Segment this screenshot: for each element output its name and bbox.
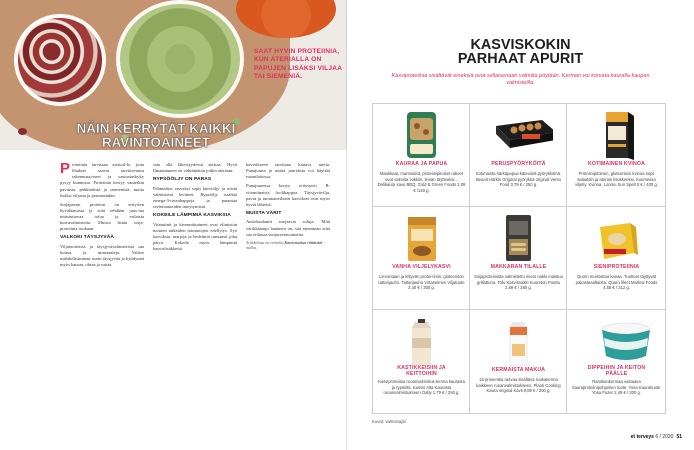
product-card [373,104,470,207]
quorn-box-icon [590,213,643,263]
product-description: Ranskankermaa vastaava kauraproteiinipohjainen tuote. Yosa Kaurahuote Yosa Fazer 2,49 € / 200 g. [572,379,661,396]
product-name: KOTIMAINEN KVINOA [587,161,646,167]
magazine-brand: et terveys [630,434,654,440]
product-description: Kotimaista härkäpapua käteviinä pyörykköinä. Beanit Härkis Original pyörykkä original Verso Food 3,79 € / 250 g. [475,171,562,188]
article-title [36,122,276,150]
paragraph: Viljatuotteista ja täysjyvävalmisteista saa kuitua ja mineraaleja. Valitse mahdollisimman usein täysjyvää ja hyödynnä myös kauraa, ohraa ja ruista. [60,243,144,268]
page-folio [631,434,682,440]
photo-credit: Kuvat: valmistajat [372,419,406,424]
body-column-2 [153,162,237,440]
right-page [347,0,694,450]
article-title-line: NÄIN KERRYTÄT KAIKKI [76,121,236,136]
product-description: Maukkaat, marinoidut, proteiinipitoiset rakeet ovat valmiita vokkiin, leivän täytteeksi... Delikaura savu BBQ, Gold & Green Foods 2,09 € /120 g. [377,171,466,194]
product-name: SIENIPROTEIINIA [593,264,640,270]
product-name: VANHA VILJELYKASVI [392,264,451,270]
tempeh-pack-icon [395,110,448,160]
section-title [347,38,694,67]
product-card [470,310,567,413]
harkis-tray-icon [484,110,553,160]
product-name: PERUSPYÖRYKÖITÄ [491,161,546,167]
product-card [470,104,567,207]
product-description: 15 prosenttia rasvaa sisältävä ruokakerma kaikkeen ruoanvalmistukseen. Planti Cooking Kaura original Kavli 0,89 € / 200 g. [476,377,561,394]
kidney-bean-bowl [14,14,106,106]
subheading: KOKEILE LÄMPIMIÄ KASVIKSIA [153,213,231,219]
section-intro: Kasviproteiinia sisältävät eineksiä ovat sellaisenaan valmiita pöytään. Kerman voi korvata kauralla kaupan valmisteilla. [391,73,650,87]
product-name-line: DIPPEIHIN JA KEITON [587,365,646,371]
product-grid [372,103,666,414]
oat-yogurt-tub-icon [580,316,653,366]
article-title-line: RAVINTOAINEET [101,135,211,151]
body-column-1 [60,162,144,440]
product-row [373,310,665,413]
subheading: RYPSÖÖLJY ON PARAS [153,177,212,183]
product-name-line: KASTIKKEISIIN JA [397,365,446,371]
paragraph: Antioksidantit suojaavat soluja. Mitä värikkäämpi lautanen on, sitä enemmän siitä saa erilaisia suojaravintoaineita. [246,219,330,237]
bean-scatter [18,128,27,135]
product-card [568,310,665,413]
article-body [60,162,330,440]
product-card [568,104,665,207]
issue-number: 6 / 2020 [655,434,674,440]
product-card [568,207,665,310]
subheading: VALKOKI TÄYSJYVÄÄ [60,235,115,241]
paragraph: Soijapavun proteiini on erityisen hyvälaatuista ja siitä tehdään juus-tua muistuttavaa tofua ja erilaisia kuivavalmisteita. Muista lisätä soija-proteiinia ruokaan. [60,201,144,232]
paragraph: Vitamiinit ja kivennäisaineet ovat elimistön monien tärkeiden toimintojen edellytys. Syö kasviksia, marjoja ja hedelmiä runsaasti joka päivä. Kokeile myös lämpimiä kasvislisäkkeitä. [153,221,237,252]
section-title-line: KASVISKOKIN [470,37,571,53]
drop-cap: P [60,162,71,177]
product-card [373,310,470,413]
tofu-sausage-icon [492,213,545,263]
product-name-line: PÄÄLLE [605,370,628,377]
footnote: Artikkelissa on vertailtu Kasvisruokaa riittävästi -mallia. [246,240,325,250]
paragraph: kaverikseen tarvitaan kattava ateria. Punajuurta ja muita juureksia voi käyttää ruoanlaitossa. [246,162,330,180]
photo-caption: SAAT HYVIN PROTEIINIA, KUN ATERIALLA ON PAPUJEN LISÄKSI VILJAA TAI SIEMENIÄ. [254,48,342,81]
lentil-scatter [300,18,309,25]
paragraph: Punajuuressa kertyy erityisesti B-vitamiineista foolihappoa. Täysjyvävilja, pavut ja tummanvihreät kasvikset ovat myös hyviä lähteitä. [246,183,330,207]
product-name: KAURAA JA PAPUA [395,161,448,167]
paragraph [60,162,144,199]
product-row [373,207,665,310]
oat-cream-carton-icon [395,316,448,366]
cooking-oat-carton-icon [492,316,545,366]
product-name [570,366,663,378]
product-card [470,207,567,310]
paragraph: Pehmeäksi rasvaksi sopii kasviöljy ja niistä valmistetut levitteet. Rypsiöljy sisältää omega-3-rasvahappoja ja parantaa ravintoaineiden imeytymistä. [153,185,237,210]
page-number: 51 [676,434,682,440]
buckwheat-flour-icon [395,213,448,263]
product-name: KERMAISTA MAKUA [491,367,546,373]
section-title-line: PARHAAT APURIT [457,51,584,68]
product-description: Kasviproteiinia ruoanvalmistus-kerma kaurasta ja rypsistä. Kasvis Alta Kaurasta ruoanvalmistukseen Oatly 1,79 € / 250 g. [378,379,465,396]
product-name-line: KEITTOIHIN [406,370,437,377]
quinoa-box-icon [590,110,643,160]
body-column-3 [246,162,330,440]
product-description: Soijaproteiinista valmistettu mieto nakki maistuu grillattuna. Tofu Kasvisnakki Kuoreton Pouttu 2,89 € / 280 g. [474,274,563,291]
paragraph: sata olla läheisyydessä ateriaa. Hyvä Ilmaantuneet on välttämätön joihin ateriaan. [153,162,237,174]
product-row [373,104,665,207]
split-pea-bowl [116,0,244,118]
product-description: Lievuntaan ja leltyvän protei-Iiniin, gluteeniton tattarijauho. Tattarijauho Virtaselmen Viljatuote 2,40 € / 300 g. [378,274,465,291]
product-description: Quorn muistuttaa kanaa. Tuotteet täyttyvät pakasteaaltaista. Quorn fileet Marlow Foods 4,55 € / 312 g. [575,274,658,291]
product-card [373,207,470,310]
paragraph-text: roteiinia tarvitaan aterioil-le, jotta lihakset saavat tarvittavansa rakennusai-neet ja vastustuskyky pysyy kunnossa. Proteiinia kertyy vanteikin pavuista, pähkinöistä ja siemenistä, mutta lisäksi viljasta ja perunastakin. [60,162,144,198]
product-description: Proteiinipitoinen, gluteeniton kvinoa sopii salaattiin ja aterian lisukkeeksi. Suomessa viljelty. Kvinoa, Loomu Sun Spelt 5 € / 400 g. [575,171,658,188]
subheading: MUISTA VÄRIT [246,210,282,216]
product-name [375,366,468,378]
product-name: MAKKARAN TILALLE [490,264,547,270]
